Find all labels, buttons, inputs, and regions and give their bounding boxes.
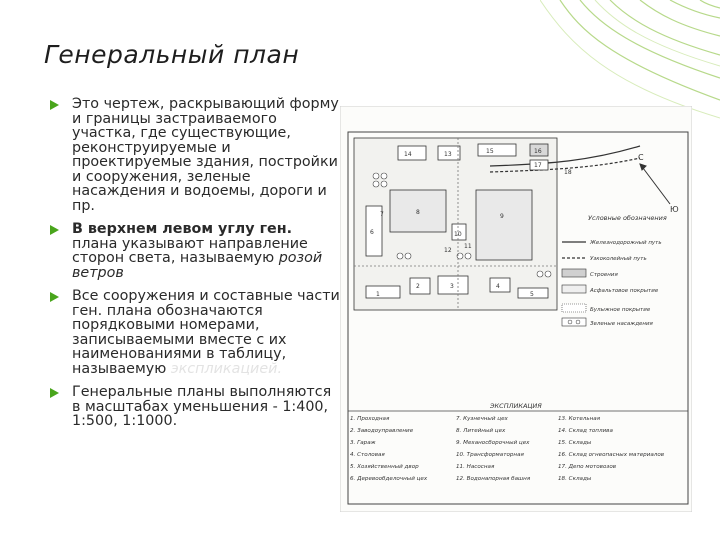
- explication-item: 5. Хозяйственный двор: [350, 464, 419, 470]
- bullet-text: Это чертеж, раскрывающий форму и границы застраиваемого участка, где существующие, реконструируемые и проектируемые здания, постройки и сооружения, зеленые насаждения и водоемы, дороги и пр.: [72, 96, 339, 214]
- bullet-term: экспликацией.: [170, 360, 282, 377]
- legend-item: Железнодорожный путь: [590, 240, 662, 246]
- site-number: 17: [534, 162, 542, 169]
- bullet-term: розой ветров: [72, 250, 323, 281]
- explication-item: 18. Склады: [558, 476, 592, 482]
- explication-item: 3. Гараж: [350, 440, 376, 446]
- explication-item: 7. Кузнечный цех: [456, 416, 508, 422]
- explication-item: 8. Литейный цех: [456, 428, 506, 434]
- site-number: 14: [404, 151, 412, 158]
- site-number: 13: [444, 151, 452, 158]
- site-number: 4: [496, 283, 500, 290]
- bullet-item: [50, 385, 340, 429]
- site-number: 8: [416, 209, 420, 216]
- site-number: 9: [500, 213, 504, 220]
- explication-title: ЭКСПЛИКАЦИЯ: [490, 402, 542, 410]
- legend-item: Узкоколейный путь: [590, 256, 647, 262]
- explication-item: 9. Механосборочный цех: [456, 440, 530, 446]
- explication-item: 17. Депо мотовозов: [558, 464, 617, 470]
- explication-item: 4. Столовая: [350, 452, 385, 458]
- site-number: 10: [454, 231, 462, 238]
- bullet-item: [50, 289, 340, 376]
- site-number: 16: [534, 148, 542, 155]
- bullet-item: [50, 222, 340, 280]
- legend-item: Булыжное покрытие: [590, 307, 651, 313]
- site-number: 7: [380, 211, 384, 218]
- bullet-text: плана указывают направление сторон света, называемую: [72, 235, 308, 266]
- bullet-text: Все сооружения и составные части ген. плана обозначаются порядковыми номерами, записываемыми вместе с их наименованиями в таблицу, называемую: [72, 288, 340, 377]
- site-number: 15: [486, 148, 494, 155]
- bullet-arrow-icon: [50, 100, 59, 110]
- legend-item: Строения: [590, 272, 618, 278]
- bullet-arrow-icon: [50, 388, 59, 398]
- explication-item: 10. Трансформаторная: [456, 452, 524, 458]
- legend-title: Условные обозначения: [588, 214, 667, 222]
- explication-item: 16. Склад огнеопасных материалов: [558, 452, 665, 458]
- compass-north-label: С: [638, 153, 644, 162]
- bullet-text: Генеральные планы выполняются в масштабах уменьшения - 1:400, 1:500, 1:1000.: [72, 384, 332, 429]
- site-number: 11: [464, 243, 472, 250]
- explication-item: 1. Проходная: [350, 416, 390, 422]
- bullet-item: [50, 97, 340, 213]
- slide-title: Генеральный план: [44, 40, 300, 69]
- explication-item: 12. Водонапорная башня: [456, 476, 531, 482]
- decorative-leaf-lines: [540, 0, 720, 120]
- compass-south-label: Ю: [670, 205, 679, 214]
- site-number: 1: [376, 291, 380, 298]
- explication-item: 11. Насосная: [456, 464, 495, 470]
- general-plan-drawing: [340, 106, 692, 512]
- explication-item: 2. Заводоуправление: [350, 428, 414, 434]
- bullet-arrow-icon: [50, 292, 59, 302]
- explication-item: 15. Склады: [558, 440, 592, 446]
- bullet-arrow-icon: [50, 225, 59, 235]
- site-number: 12: [444, 247, 452, 254]
- site-number: 3: [450, 283, 454, 290]
- site-number: 5: [530, 291, 534, 298]
- explication-item: 14. Склад топлива: [558, 428, 613, 434]
- general-plan-figure: [340, 106, 692, 512]
- explication-item: 13. Котельная: [558, 416, 601, 422]
- site-number: 18: [564, 169, 572, 176]
- legend-item: Зеленые насаждения: [590, 321, 653, 327]
- explication-item: 6. Деревообделочный цех: [350, 476, 428, 482]
- site-number: 6: [370, 229, 374, 236]
- bullet-list: [50, 97, 340, 438]
- bullet-lead-text: В верхнем левом углу ген.: [72, 221, 293, 237]
- site-number: 2: [416, 283, 420, 290]
- legend-item: Асфальтовое покрытие: [590, 288, 659, 294]
